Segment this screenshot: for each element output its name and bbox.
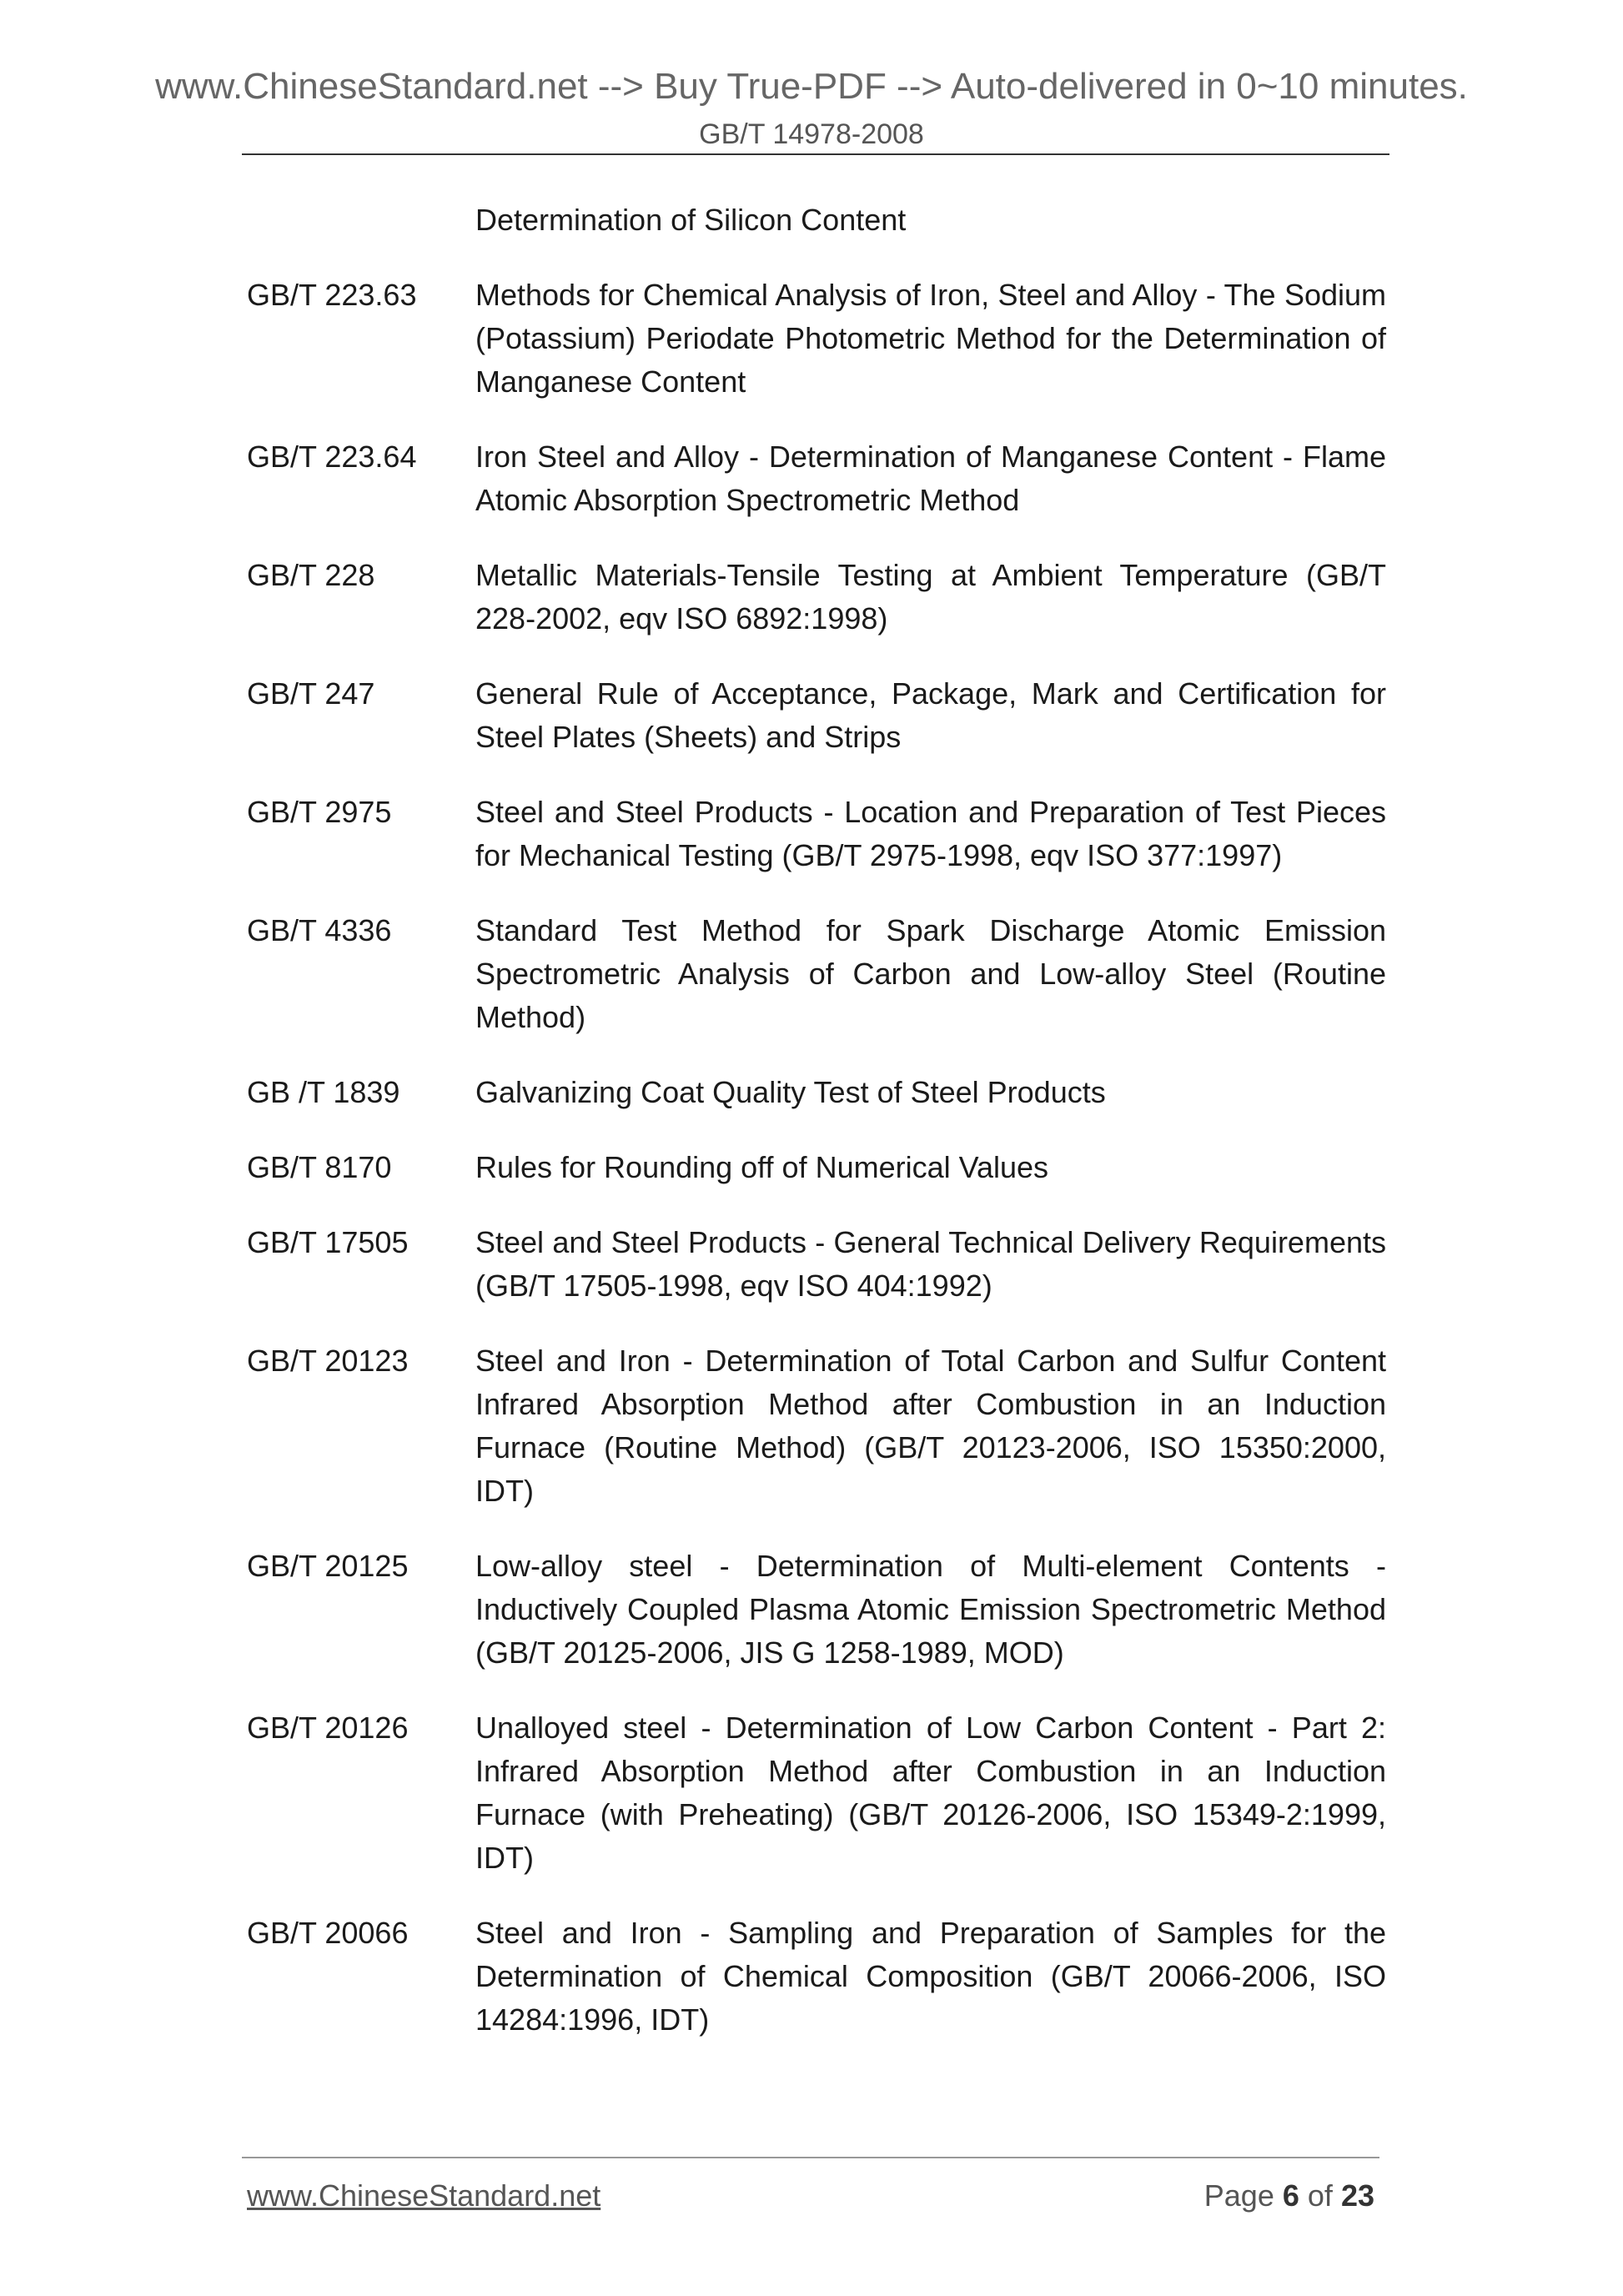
reference-entry bbox=[247, 1071, 1386, 1114]
reference-title: Standard Test Method for Spark Discharge Atomic Emission Spectrometric Analysis of Carbon and Low-alloy Steel (Routine Method) bbox=[475, 913, 1386, 1034]
reference-entry bbox=[247, 554, 1386, 641]
reference-code: GB/T 20125 bbox=[247, 1549, 409, 1583]
document-code: GB/T 14978-2008 bbox=[699, 118, 924, 150]
reference-title: Rules for Rounding off of Numerical Values bbox=[475, 1150, 1049, 1184]
reference-entry bbox=[247, 435, 1386, 522]
reference-code: GB/T 4336 bbox=[247, 913, 392, 947]
reference-title: Galvanizing Coat Quality Test of Steel Products bbox=[475, 1075, 1106, 1109]
reference-code: GB/T 8170 bbox=[247, 1150, 392, 1184]
header-divider bbox=[242, 153, 1389, 155]
reference-title: Metallic Materials-Tensile Testing at Ambient Temperature (GB/T 228-2002, eqv ISO 6892:1998) bbox=[475, 558, 1386, 636]
reference-title: Unalloyed steel - Determination of Low Carbon Content - Part 2: Infrared Absorption Method after Combustion in an Induction Furnace (with Preheating) (GB/T 20126-2006, ISO 15349-2:1999, IDT) bbox=[475, 1711, 1386, 1875]
reference-entry bbox=[247, 274, 1386, 404]
footer-divider bbox=[242, 2157, 1379, 2158]
reference-code: GB/T 20066 bbox=[247, 1916, 409, 1950]
reference-code: GB/T 2975 bbox=[247, 795, 392, 829]
page-of: of bbox=[1307, 2178, 1333, 2213]
reference-entry bbox=[247, 1146, 1386, 1189]
reference-title: Steel and Iron - Determination of Total Carbon and Sulfur Content Infrared Absorption Method after Combustion in an Induction Furnace (Routine Method) (GB/T 20123-2006, ISO 15350:2000, IDT) bbox=[475, 1344, 1386, 1508]
reference-entry bbox=[247, 1706, 1386, 1880]
page-prefix: Page bbox=[1203, 2178, 1274, 2213]
reference-title: Iron Steel and Alloy - Determination of Manganese Content - Flame Atomic Absorption Spectrometric Method bbox=[475, 440, 1386, 517]
page-total: 23 bbox=[1340, 2178, 1374, 2213]
reference-entry bbox=[247, 909, 1386, 1039]
reference-code: GB/T 17505 bbox=[247, 1225, 409, 1259]
reference-entry bbox=[247, 1339, 1386, 1513]
reference-code: GB/T 20126 bbox=[247, 1711, 409, 1745]
continued-title: Determination of Silicon Content bbox=[475, 203, 907, 237]
page-indicator bbox=[1204, 2175, 1374, 2217]
reference-title: Steel and Iron - Sampling and Preparation of Samples for the Determination of Chemical Composition (GB/T 20066-2006, ISO 14284:1996, IDT) bbox=[475, 1916, 1386, 2037]
reference-entry bbox=[247, 1221, 1386, 1308]
page-number: 6 bbox=[1282, 2178, 1299, 2213]
reference-code: GB/T 223.64 bbox=[247, 440, 417, 474]
reference-entry bbox=[247, 791, 1386, 877]
reference-code: GB/T 247 bbox=[247, 676, 375, 711]
reference-entry bbox=[247, 672, 1386, 759]
reference-entry bbox=[247, 1545, 1386, 1675]
reference-entry bbox=[247, 1912, 1386, 2042]
reference-code: GB/T 228 bbox=[247, 558, 375, 592]
reference-title: Low-alloy steel - Determination of Multi-element Contents - Inductively Coupled Plasma Atomic Emission Spectrometric Method (GB/T 20125-2006, JIS G 1258-1989, MOD) bbox=[475, 1549, 1386, 1670]
reference-code: GB /T 1839 bbox=[247, 1075, 400, 1109]
reference-title: Steel and Steel Products - Location and Preparation of Test Pieces for Mechanical Testing (GB/T 2975-1998, eqv ISO 377:1997) bbox=[475, 795, 1386, 872]
reference-title: Methods for Chemical Analysis of Iron, Steel and Alloy - The Sodium (Potassium) Periodate Photometric Method for the Determination of Manganese Content bbox=[475, 278, 1386, 399]
reference-code: GB/T 20123 bbox=[247, 1344, 409, 1378]
normative-references-list bbox=[247, 198, 1386, 2042]
header-banner: www.ChineseStandard.net --> Buy True-PDF --> Auto-delivered in 0~10 minutes. bbox=[155, 66, 1468, 107]
reference-code: GB/T 223.63 bbox=[247, 278, 417, 312]
reference-title: General Rule of Acceptance, Package, Mark and Certification for Steel Plates (Sheets) and Strips bbox=[475, 676, 1386, 754]
footer-site-link[interactable]: www.ChineseStandard.net bbox=[247, 2178, 601, 2213]
reference-title: Steel and Steel Products - General Technical Delivery Requirements (GB/T 17505-1998, eqv ISO 404:1992) bbox=[475, 1225, 1386, 1303]
